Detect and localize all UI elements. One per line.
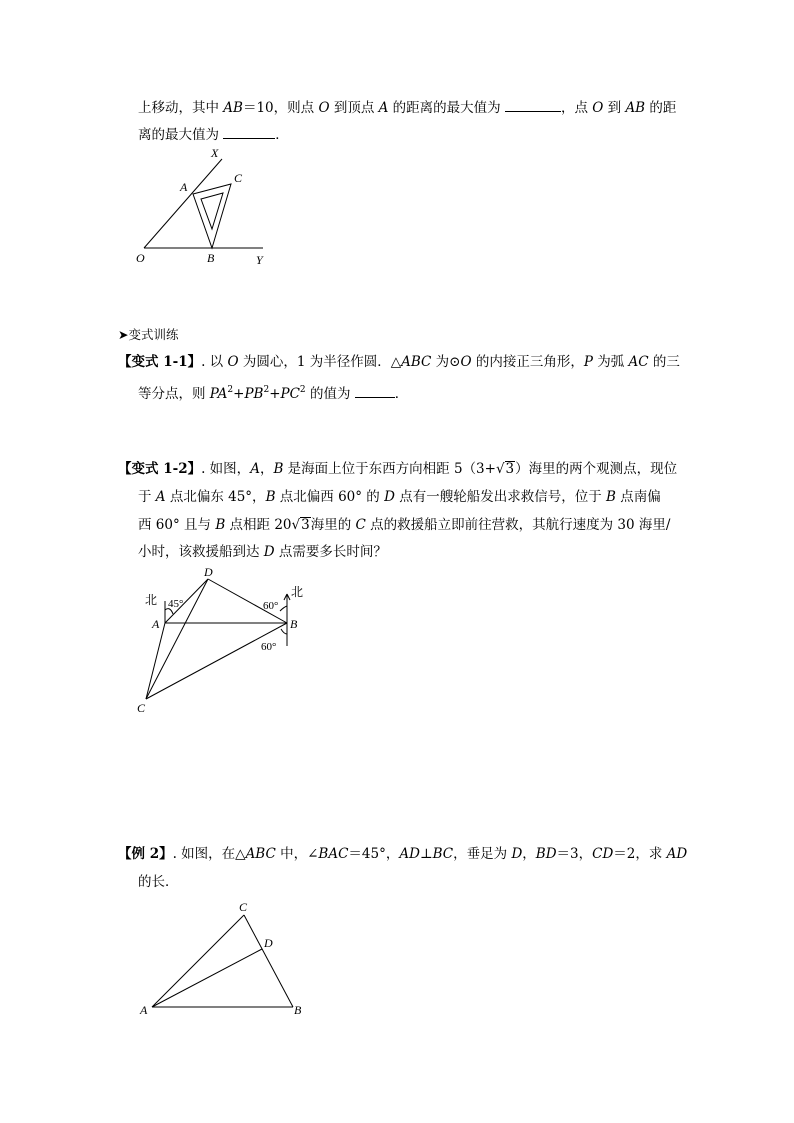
var: O bbox=[460, 354, 472, 370]
text: + bbox=[269, 386, 281, 402]
exponent: 2 bbox=[227, 385, 234, 395]
text: ，点 bbox=[560, 100, 593, 116]
v12-line4 bbox=[138, 542, 387, 562]
var: ABC bbox=[401, 354, 432, 370]
angle-arc-60-top bbox=[280, 606, 287, 611]
text: ，垂足为 bbox=[453, 846, 512, 862]
text: 为弧 bbox=[592, 354, 629, 370]
label-x: X bbox=[211, 146, 219, 160]
text: 点的救援船立即前往营救，其航行速度为 30 海里/ bbox=[365, 517, 671, 533]
var: AB bbox=[223, 100, 243, 116]
segment-ad bbox=[152, 949, 262, 1007]
answer-blank bbox=[223, 124, 275, 139]
section-title: ➤变式训练 bbox=[118, 327, 179, 342]
label-a: A bbox=[140, 1003, 148, 1017]
text: . 如图，在△ bbox=[172, 846, 246, 862]
text: 点需要多长时间？ bbox=[274, 544, 387, 560]
label-c: C bbox=[239, 900, 248, 914]
text: 中，∠ bbox=[275, 846, 319, 862]
var: P bbox=[583, 354, 593, 370]
text: 点北偏东 45°， bbox=[165, 489, 266, 505]
v12-line3 bbox=[138, 515, 670, 535]
var: A bbox=[250, 461, 260, 477]
text: 的距 bbox=[645, 100, 677, 116]
text: 点南偏 bbox=[615, 489, 661, 505]
question-tag: 【变式 1-1】 bbox=[118, 354, 202, 370]
var: A bbox=[155, 489, 166, 505]
angle-60-bottom-label: 60° bbox=[261, 641, 277, 653]
var: BC bbox=[432, 846, 454, 862]
text: 离的最大值为 bbox=[138, 127, 224, 143]
var: AB bbox=[625, 100, 646, 116]
angle-60-top-label: 60° bbox=[263, 600, 279, 612]
var: PB bbox=[244, 386, 264, 402]
label-b: B bbox=[294, 1003, 302, 1017]
angle-45-label: 45° bbox=[168, 598, 184, 610]
ex2-line2: 的长． bbox=[138, 874, 179, 890]
ray-ox bbox=[144, 159, 222, 248]
label-y: Y bbox=[256, 253, 263, 267]
text: 的值为 bbox=[305, 386, 355, 402]
ex2-figure bbox=[135, 898, 315, 1023]
v12-line1 bbox=[118, 459, 677, 479]
text: ＝2，求 bbox=[613, 846, 667, 862]
text: ）海里的两个观测点，现位 bbox=[515, 461, 678, 477]
v12-figure bbox=[135, 562, 315, 722]
var: C bbox=[355, 517, 366, 533]
v11-line1 bbox=[118, 352, 680, 372]
text: 的三 bbox=[648, 354, 680, 370]
question-tag: 【变式 1-2】 bbox=[118, 461, 202, 477]
var: O bbox=[592, 100, 604, 116]
text: ＝45°， bbox=[348, 846, 400, 862]
text: ， bbox=[259, 461, 274, 477]
sqrt-sign: √ bbox=[495, 461, 505, 477]
label-d: D bbox=[204, 565, 213, 579]
text: 的内接正三角形， bbox=[471, 354, 584, 370]
text: 的距离的最大值为 bbox=[388, 100, 505, 116]
var: B bbox=[215, 517, 226, 533]
segment-ac bbox=[152, 915, 244, 1007]
text: ． bbox=[275, 127, 289, 143]
var: AD bbox=[666, 846, 688, 862]
text: . 如图， bbox=[201, 461, 251, 477]
north-label-a: 北 bbox=[145, 593, 158, 607]
text: . 以 bbox=[201, 354, 228, 370]
problem1-line1 bbox=[138, 97, 676, 118]
exponent: 2 bbox=[299, 385, 306, 395]
v12-line2 bbox=[138, 487, 661, 507]
triangle-outer bbox=[193, 184, 231, 248]
var: BAC bbox=[318, 846, 349, 862]
text: 等分点，则 bbox=[138, 386, 210, 402]
answer-blank bbox=[355, 383, 395, 398]
text: ＝3， bbox=[556, 846, 593, 862]
text: 点相距 20 bbox=[225, 517, 292, 533]
sqrt-sign: √ bbox=[291, 517, 301, 533]
var: B bbox=[606, 489, 616, 505]
var: D bbox=[263, 544, 275, 560]
label-b: B bbox=[207, 251, 215, 265]
var: B bbox=[273, 461, 284, 477]
var: O bbox=[318, 100, 330, 116]
problem1-figure bbox=[130, 145, 280, 270]
sqrt-radicand: 3 bbox=[505, 461, 515, 477]
segment-cb bbox=[244, 915, 293, 1007]
segment-ca bbox=[146, 623, 165, 699]
text: ． bbox=[394, 386, 409, 402]
problem1-line2 bbox=[138, 124, 289, 145]
var: B bbox=[265, 489, 276, 505]
label-d: D bbox=[264, 936, 273, 950]
text: + bbox=[233, 386, 245, 402]
label-c: C bbox=[137, 701, 146, 715]
var: CD bbox=[592, 846, 614, 862]
label-b: B bbox=[290, 617, 298, 631]
sqrt-radicand: 3 bbox=[301, 517, 310, 533]
var: BD bbox=[535, 846, 557, 862]
text: 为圆心，1 为半径作圆．△ bbox=[238, 354, 402, 370]
ex2-line1 bbox=[118, 844, 687, 864]
text: 点有一艘轮船发出求救信号，位于 bbox=[394, 489, 606, 505]
text: 上移动，其中 bbox=[138, 100, 224, 116]
text: 点北偏西 60° 的 bbox=[275, 489, 385, 505]
label-a: A bbox=[180, 180, 188, 194]
var: ABC bbox=[245, 846, 276, 862]
segment-cb bbox=[146, 623, 287, 699]
text: 于 bbox=[138, 489, 156, 505]
angle-arc-60-bottom bbox=[281, 629, 287, 634]
north-label-b: 北 bbox=[291, 585, 304, 599]
var: A bbox=[378, 100, 389, 116]
var: D bbox=[384, 489, 395, 505]
v11-line2 bbox=[138, 380, 408, 404]
var: PA bbox=[209, 386, 228, 402]
text: 西 60° 且与 bbox=[138, 517, 216, 533]
question-tag: 【例 2】 bbox=[118, 846, 173, 862]
var: AC bbox=[628, 354, 649, 370]
label-a: A bbox=[152, 617, 160, 631]
text: 海里的 bbox=[310, 517, 356, 533]
answer-blank bbox=[505, 97, 561, 112]
var: D bbox=[511, 846, 523, 862]
text: 到顶点 bbox=[329, 100, 379, 116]
label-c: C bbox=[234, 171, 243, 185]
var: O bbox=[227, 354, 239, 370]
text: 为⊙ bbox=[431, 354, 461, 370]
text: 到 bbox=[603, 100, 626, 116]
text: ⊥ bbox=[419, 846, 433, 862]
var: AD bbox=[399, 846, 420, 862]
var: PC bbox=[280, 386, 300, 402]
exponent: 2 bbox=[263, 385, 270, 395]
text: 是海面上位于东西方向相距 5（3+ bbox=[283, 461, 496, 477]
label-o: O bbox=[136, 251, 145, 265]
text: ， bbox=[522, 846, 536, 862]
text: ＝10，则点 bbox=[242, 100, 319, 116]
text: 小时，该救援船到达 bbox=[138, 544, 264, 560]
